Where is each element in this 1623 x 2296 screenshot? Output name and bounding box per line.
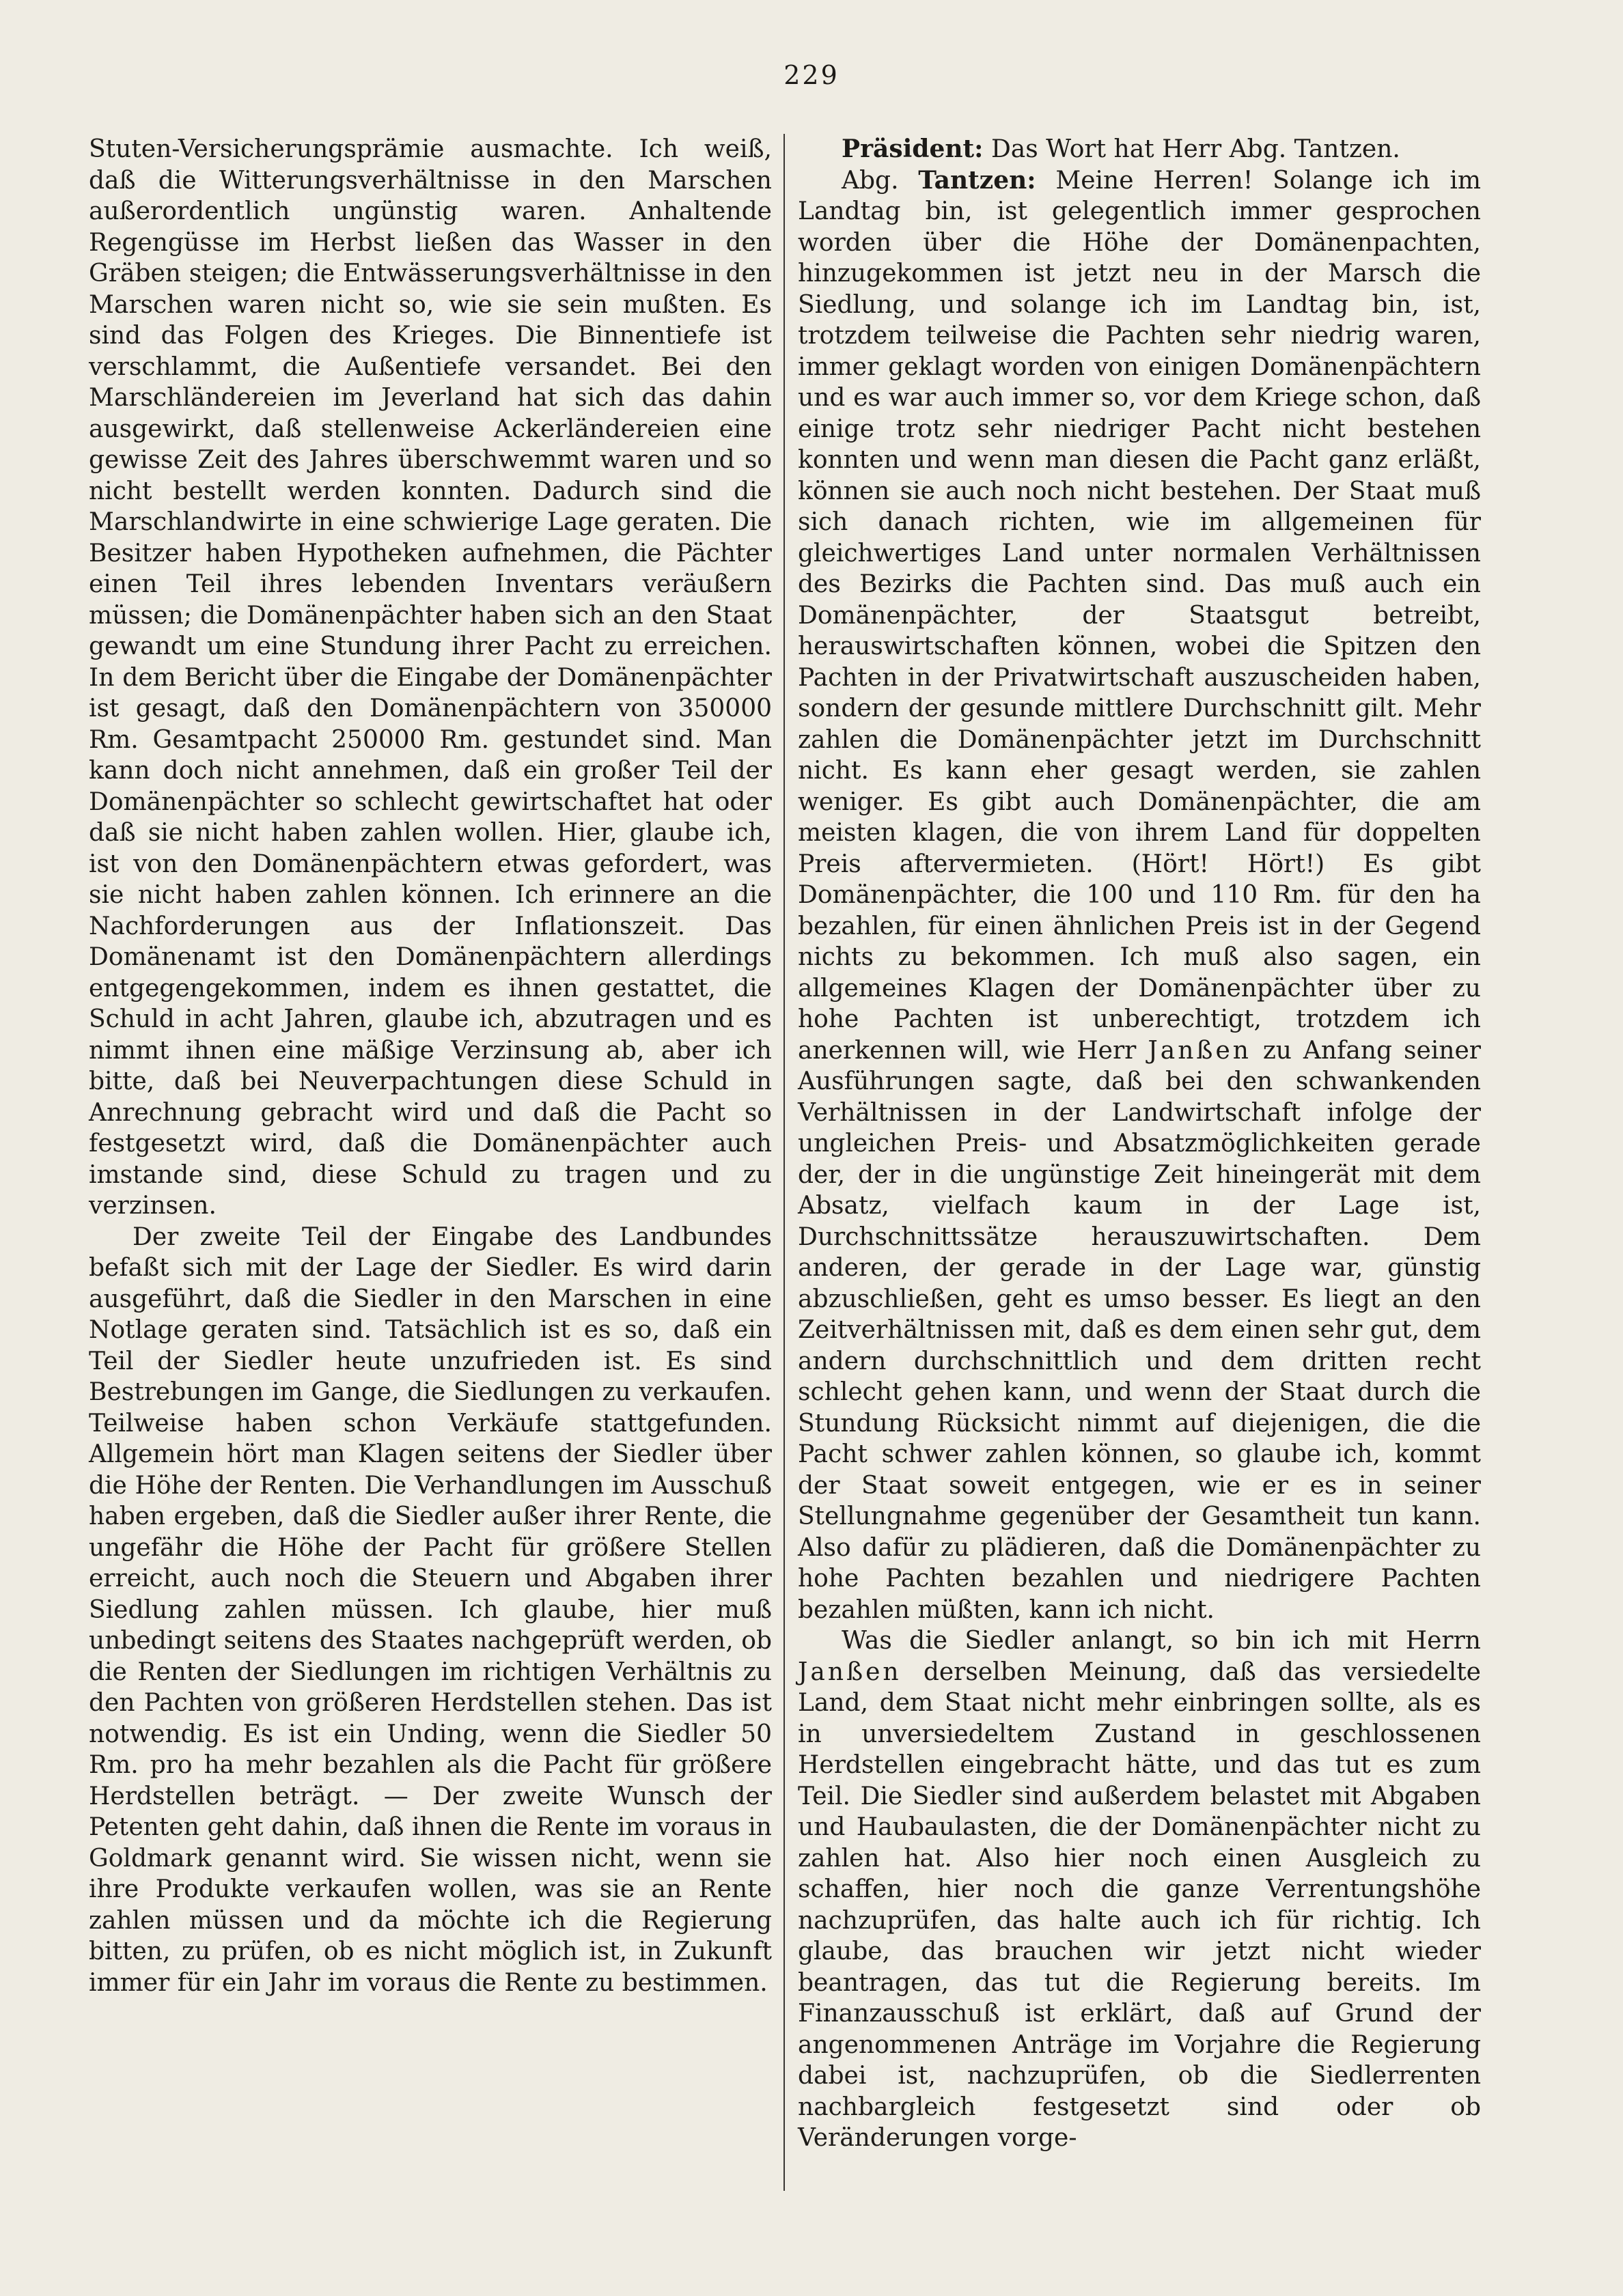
paragraph [798, 165, 1481, 1626]
left-column [89, 134, 772, 1997]
paragraph [798, 134, 1481, 165]
paragraph: Stuten-Versicherungsprämie ausmachte. Ich weiß, daß die Witterungsverhältnisse in den Marschen außerordentlich ungünstig waren. Anhaltende Regengüsse im Herbst ließen das Wasser in den Gräben steigen; die Entwässerungsverhältnisse in den Marschen waren nicht so, wie sie sein mußten. Es sind das Folgen des Krieges. Die Binnentiefe ist verschlammt, die Außentiefe versandet. Bei den Marschländereien im Jeverland hat sich das dahin ausgewirkt, daß stellenweise Ackerländereien eine gewisse Zeit des Jahres überschwemmt waren und so nicht bestellt werden konnten. Dadurch sind die Marschlandwirte in eine schwierige Lage geraten. Die Besitzer haben Hypotheken aufnehmen, die Pächter einen Teil ihres lebenden Inventars veräußern müssen; die Domänenpächter haben sich an den Staat gewandt um eine Stundung ihrer Pacht zu erreichen. In dem Bericht über die Eingabe der Domänenpächter ist gesagt, daß den Domänenpächtern von 350000 Rm. Gesamtpacht 250000 Rm. gestundet sind. Man kann doch nicht annehmen, daß ein großer Teil der Domänenpächter so schlecht gewirtschaftet hat oder daß sie nicht haben zahlen wollen. Hier, glaube ich, ist von den Domänenpächtern etwas gefordert, was sie nicht haben zahlen können. Ich erinnere an die Nachforderungen aus der Inflationszeit. Das Domänenamt ist den Domänenpächtern allerdings entgegengekommen, indem es ihnen gestattet, die Schuld in acht Jahren, glaube ich, abzutragen und es nimmt ihnen eine mäßige Verzinsung ab, aber ich bitte, daß bei Neuverpachtungen diese Schuld in Anrechnung gebracht wird und daß die Pacht so festgesetzt wird, daß die Domänenpächter auch imstande sind, diese Schuld zu tragen und zu verzinsen. [89, 135, 772, 1220]
president-label: Präsident: [842, 135, 984, 163]
column-divider [783, 134, 785, 2191]
speech-text: zu Anfang seiner Ausführungen sagte, daß bei den schwankenden Verhältnissen in der Landwirtschaft infolge der ungleichen Preis- und Absatzmöglichkeiten gerade der, der in die ungünstige Zeit hineingerät mit dem Absatz, vielfach kaum in der Lage ist, Durchschnittssätze herauszuwirtschaften. Dem anderen, der gerade in der Lage war, günstig abzuschließen, geht es umso besser. Es liegt an den Zeitverhältnissen mit, daß es dem einen sehr gut, dem andern durchschnittlich und dem dritten recht schlecht gehen kann, und wenn der Staat durch die Stundung Rücksicht nimmt auf diejenigen, die die Pacht schwer zahlen können, so glaube ich, kommt der Staat soweit entgegen, wie er es in seiner Stellungnahme gegenüber der Gesamtheit tun kann. Also dafür zu plädieren, daß die Domänenpächter zu hohe Pachten bezahlen und niedrigere Pachten bezahlen müßten, kann ich nicht. [798, 1036, 1481, 1624]
right-column [798, 134, 1481, 2203]
speech-text: Was die Siedler anlangt, so bin ich mit Herrn [842, 1627, 1481, 1655]
speaker-reference: Janßen [798, 1657, 902, 1686]
speech-text: Meine Herren! Solange ich im Landtag bin, ist gelegentlich immer gesprochen worden über die Höhe der Domänenpachten, hinzugekommen ist jetzt neu in der Marsch die Siedlung, und solange ich im Landtag bin, ist, trotzdem teilweise die Pachten sehr niedrig waren, immer geklagt worden von einigen Domänenpächtern und es war auch immer so, vor dem Kriege schon, daß einige trotz sehr niedriger Pacht nicht bestehen konnten und wenn man diesen die Pacht ganz erläßt, können sie auch noch nicht bestehen. Der Staat muß sich danach richten, wie im allgemeinen für gleichwertiges Land unter normalen Verhältnissen des Bezirks die Pachten sind. Das muß auch ein Domänenpächter, der Staatsgut betreibt, herauswirtschaften können, wobei die Spitzen den Pachten in der Privatwirtschaft auszuscheiden haben, sondern der gesunde mittlere Durchschnitt gilt. Mehr zahlen die Domänenpächter jetzt im Durchschnitt nicht. Es kann eher gesagt werden, sie zahlen weniger. Es gibt auch Domänenpächter, die am meisten klagen, die von ihrem Land für doppelten Preis aftervermieten. (Hört! Hört!) Es gibt Domänenpächter, die 100 und 110 Rm. für den ha bezahlen, für einen ähnlichen Preis ist in der Gegend nichts zu bekommen. Ich muß also sagen, ein allgemeines Klagen der Domänenpächter über zu hohe Pachten ist unberechtigt, trotzdem ich anerkennen will, wie Herr [798, 166, 1481, 1065]
page-number: 229 [783, 60, 840, 90]
paragraph: Der zweite Teil der Eingabe des Landbundes befaßt sich mit der Lage der Siedler. Es wird darin ausgeführt, daß die Siedler in den Marschen in eine Notlage geraten sind. Tatsächlich ist es so, daß ein Teil der Siedler heute unzufrieden ist. Es sind Bestrebungen im Gange, die Siedlungen zu verkaufen. Teilweise haben schon Verkäufe stattgefunden. Allgemein hört man Klagen seitens der Siedler über die Höhe der Renten. Die Verhandlungen im Ausschuß haben ergeben, daß die Siedler außer ihrer Rente, die ungefähr die Höhe der Pacht für größere Stellen erreicht, auch noch die Steuern und Abgaben ihrer Siedlung zahlen müssen. Ich glaube, hier muß unbedingt seitens des Staates nachgeprüft werden, ob die Renten der Siedlungen im richtigen Verhältnis zu den Pachten von größeren Herdstellen stehen. Das ist notwendig. Es ist ein Unding, wenn die Siedler 50 Rm. pro ha mehr bezahlen als die Pacht für größere Herdstellen beträgt. — Der zweite Wunsch der Petenten geht dahin, daß ihnen die Rente im voraus in Goldmark genannt wird. Sie wissen nicht, wenn sie ihre Produkte verkaufen wollen, was sie an Rente zahlen müssen und da möchte ich die Regierung bitten, zu prüfen, ob es nicht möglich ist, in Zukunft immer für ein Jahr im voraus die Rente zu bestimmen. [89, 1222, 772, 1997]
paragraph [798, 1625, 1481, 2154]
speech-text: derselben Meinung, daß das versiedelte Land, dem Staat nicht mehr einbringen sollte, als es in unversiedeltem Zustand in geschlossenen Herdstellen eingebracht hätte, und das tut es zum Teil. Die Siedler sind außerdem belastet mit Abgaben und Haubaulasten, die der Domänenpächter nicht zu zahlen hat. Also hier noch einen Ausgleich zu schaffen, hier noch die ganze Verrentungshöhe nachzuprüfen, das halte auch ich für richtig. Ich glaube, das brauchen wir jetzt nicht wieder beantragen, das tut die Regierung bereits. Im Finanzausschuß ist erklärt, daß auf Grund der angenommenen Anträge im Vorjahre die Regierung dabei ist, nachzuprüfen, ob die Siedlerrenten nachbargleich festgesetzt sind oder ob Veränderungen vorge- [798, 1657, 1481, 2152]
speaker-reference: Janßen [1148, 1036, 1251, 1065]
speaker-prefix: Abg. [842, 166, 899, 195]
speaker-name: Tantzen: [918, 165, 1036, 195]
president-text: Das Wort hat Herr Abg. Tantzen. [990, 135, 1400, 163]
